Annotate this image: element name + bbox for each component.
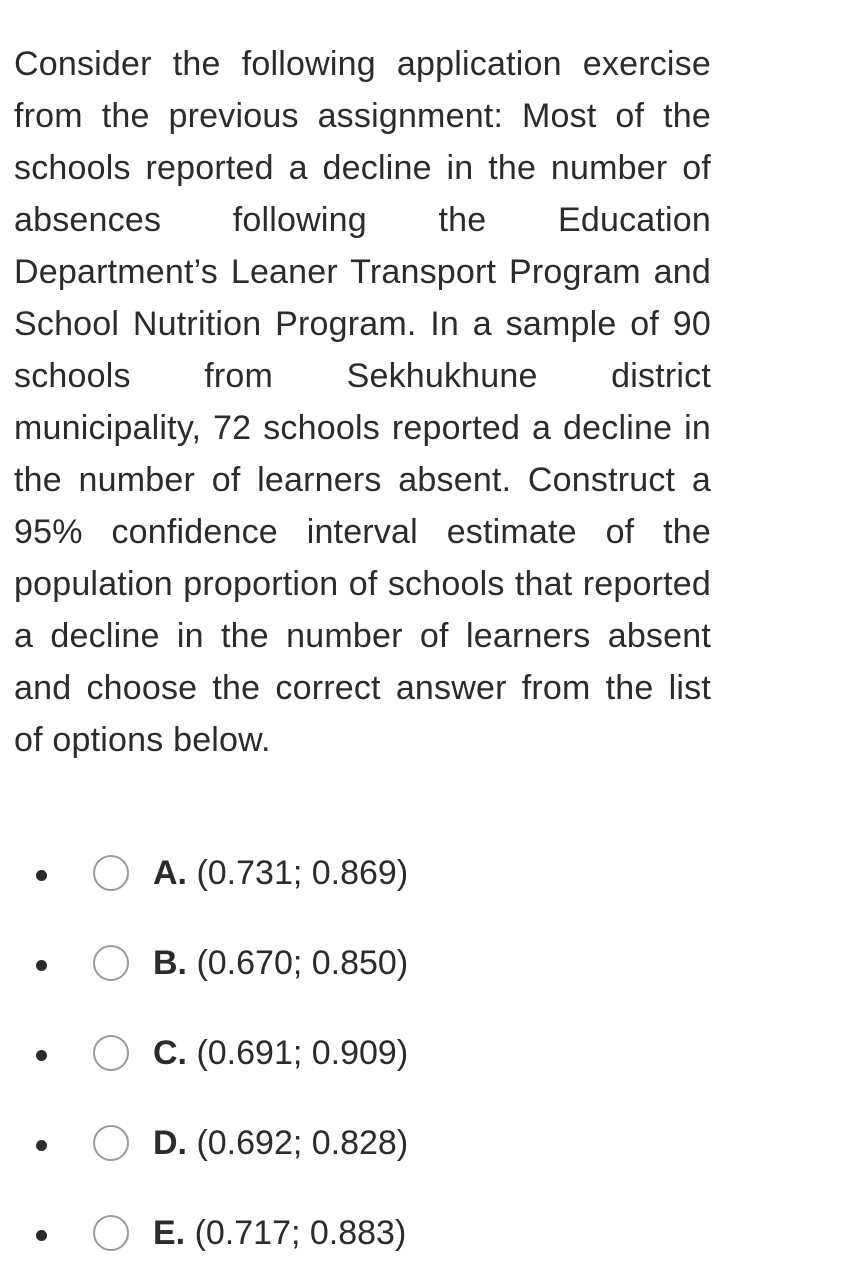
radio-button-d[interactable] xyxy=(93,1125,129,1161)
radio-button-a[interactable] xyxy=(93,855,129,891)
bullet-icon xyxy=(36,1050,47,1061)
option-d[interactable] xyxy=(0,1100,856,1190)
option-b-label[interactable] xyxy=(153,941,408,985)
bullet-icon xyxy=(36,1230,47,1241)
option-value: (0.691; 0.909) xyxy=(196,1034,409,1072)
option-letter: A. xyxy=(153,854,187,892)
bullet-icon xyxy=(36,960,47,971)
option-a-label[interactable] xyxy=(153,851,408,895)
answer-options-list xyxy=(0,830,856,1280)
option-value: (0.670; 0.850) xyxy=(196,944,409,982)
option-d-label[interactable] xyxy=(153,1121,408,1165)
radio-button-e[interactable] xyxy=(93,1215,129,1251)
option-e-label[interactable] xyxy=(153,1211,406,1255)
option-c-label[interactable] xyxy=(153,1031,408,1075)
radio-button-c[interactable] xyxy=(93,1035,129,1071)
option-e[interactable] xyxy=(0,1190,856,1280)
option-letter: E. xyxy=(153,1214,186,1252)
question-text: Consider the following application exercise from the previous assignment: Most of the schools reported a decline in the number of absences following the Education Department’s Leaner Transport Program and School Nutrition Program. In a sample of 90 schools from Sekhukhune district municipality, 72 schools reported a decline in the number of learners absent. Construct a 95% confidence interval estimate of the population proportion of schools that reported a decline in the number of learners absent and choose the correct answer from the list of options below. xyxy=(14,45,711,759)
option-value: (0.692; 0.828) xyxy=(196,1124,409,1162)
option-c[interactable] xyxy=(0,1010,856,1100)
option-value: (0.717; 0.883) xyxy=(194,1214,407,1252)
option-a[interactable] xyxy=(0,830,856,920)
option-letter: B. xyxy=(153,944,187,982)
option-letter: D. xyxy=(153,1124,187,1162)
option-b[interactable] xyxy=(0,920,856,1010)
bullet-icon xyxy=(36,1140,47,1151)
option-letter: C. xyxy=(153,1034,187,1072)
option-value: (0.731; 0.869) xyxy=(196,854,409,892)
radio-button-b[interactable] xyxy=(93,945,129,981)
bullet-icon xyxy=(36,870,47,881)
